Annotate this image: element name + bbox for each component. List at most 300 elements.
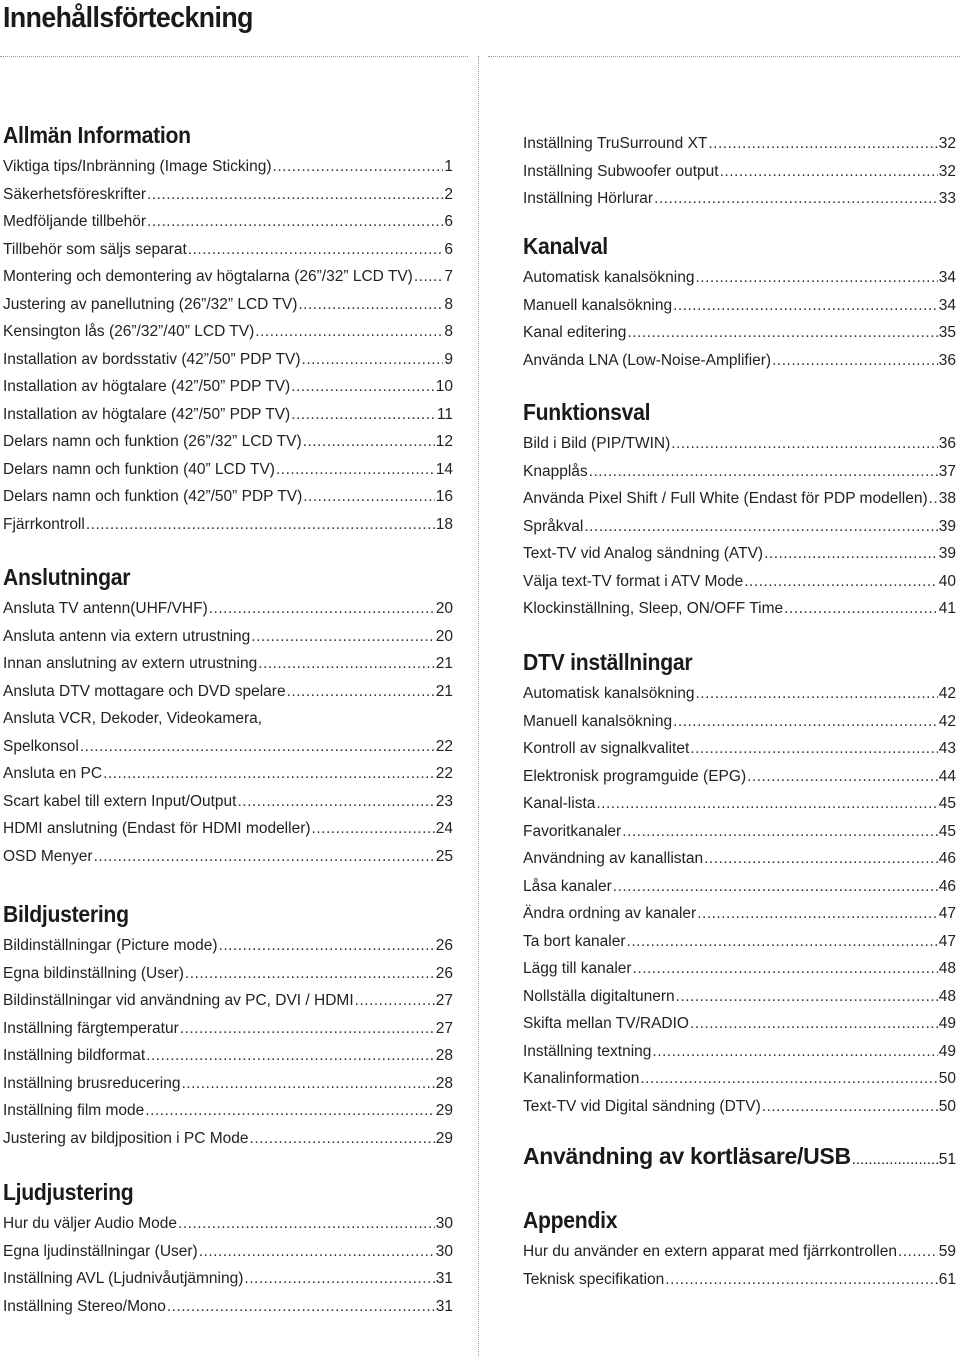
entry-label: Använda LNA (Low-Noise-Amplifier)	[523, 351, 772, 369]
entry-label: Ansluta en PC	[3, 765, 103, 782]
page-number: 28	[435, 1047, 453, 1064]
page-number: 34	[938, 296, 956, 314]
page-number: 48	[938, 987, 956, 1005]
page-number: 48	[938, 960, 956, 977]
page-number: 61	[938, 1270, 956, 1288]
section-title: Användning av kortläsare/USB	[523, 1143, 851, 1169]
page-number: 51	[938, 1151, 956, 1168]
entry-label: Bild i Bild (PIP/TWIN)	[523, 435, 671, 452]
dot-leader	[772, 347, 938, 375]
dot-leader	[180, 1015, 435, 1043]
entry-label: Kontroll av signalkvalitet	[523, 740, 690, 757]
dot-leader	[199, 1238, 435, 1266]
dot-leader	[414, 263, 444, 291]
toc-entry[interactable]	[523, 185, 956, 213]
toc-entry[interactable]	[3, 650, 453, 678]
entry-label: Inställning TruSurround XT	[523, 135, 708, 152]
page-number: 39	[938, 517, 956, 535]
toc-entry[interactable]	[3, 428, 453, 456]
entry-label: Bildinställningar (Picture mode)	[3, 937, 218, 954]
toc-entry[interactable]	[3, 181, 453, 209]
entry-label: Kanal editering	[523, 324, 627, 341]
page-number: 35	[938, 324, 956, 341]
entry-label: OSD Menyer	[3, 847, 93, 865]
page-number: 30	[435, 1242, 453, 1260]
toc-entry[interactable]	[523, 790, 956, 818]
dot-leader	[690, 735, 937, 763]
page-number: 21	[435, 682, 453, 700]
page-number: 26	[435, 937, 453, 954]
entry-label: Text-TV vid Digital sändning (DTV)	[523, 1097, 761, 1115]
toc-entry[interactable]	[3, 483, 453, 511]
page-number: 20	[435, 627, 453, 645]
dot-leader	[255, 318, 443, 346]
page-number: 29	[435, 1102, 453, 1119]
toc-entry[interactable]	[3, 263, 453, 291]
dot-leader	[589, 458, 938, 486]
dot-leader	[764, 540, 938, 568]
toc-entry[interactable]	[523, 485, 956, 513]
page-number: 28	[435, 1074, 453, 1092]
dot-leader	[690, 1010, 938, 1038]
dot-leader	[671, 430, 937, 458]
page-number: 27	[435, 1019, 453, 1037]
toc-entry[interactable]	[523, 292, 956, 320]
toc-entry[interactable]	[3, 236, 453, 264]
page-number: 50	[938, 1070, 956, 1087]
page-number: 34	[938, 269, 956, 286]
entry-label: Tillbehör som säljs separat	[3, 240, 187, 258]
entry-label: Bildinställningar vid användning av PC, DVI / HDMI	[3, 992, 354, 1009]
dot-leader	[251, 623, 434, 651]
toc-entry[interactable]	[523, 458, 956, 486]
entry-label: Nollställa digitaltunern	[523, 987, 675, 1005]
entry-label: Klockinställning, Sleep, ON/OFF Time	[523, 600, 784, 617]
section-title: Anslutningar	[3, 564, 131, 590]
entry-label: Installation av högtalare (42”/50” PDP TV)	[3, 405, 291, 423]
toc-entry[interactable]	[3, 815, 453, 843]
entry-label: Delars namn och funktion (40” LCD TV)	[3, 460, 275, 478]
toc-entry[interactable]	[3, 1293, 453, 1321]
entry-label: Delars namn och funktion (26”/32” LCD TV)	[3, 433, 302, 450]
toc-entry[interactable]	[3, 1265, 453, 1293]
section-ljudjustering	[3, 1178, 453, 1320]
entry-label: HDMI anslutning (Endast för HDMI modeller)	[3, 820, 311, 837]
toc-entry[interactable]	[3, 511, 453, 539]
dot-leader	[80, 733, 435, 761]
dot-leader	[654, 185, 938, 213]
dot-leader	[676, 983, 938, 1011]
toc-entry[interactable]	[523, 1238, 956, 1266]
toc-entry[interactable]	[3, 1125, 453, 1153]
page-number: 59	[938, 1243, 956, 1260]
toc-entry[interactable]	[523, 513, 956, 541]
page-number: 9	[444, 350, 453, 368]
toc-entry[interactable]	[523, 873, 956, 901]
entry-label: Ansluta DTV mottagare och DVD spelare	[3, 682, 286, 700]
toc-entry[interactable]	[3, 788, 453, 816]
page-number: 6	[444, 213, 453, 230]
entry-label: Spelkonsol	[3, 737, 79, 755]
entry-label: Inställning Subwoofer output	[523, 162, 719, 180]
toc-entry[interactable]	[3, 960, 453, 988]
page-number: 46	[938, 877, 956, 895]
dot-leader	[291, 373, 435, 401]
dot-leader	[640, 1065, 937, 1093]
header-divider-left	[0, 56, 468, 57]
toc-entry-list	[523, 680, 956, 1120]
entry-label: Ansluta VCR, Dekoder, Videokamera,	[3, 710, 263, 727]
toc-entry[interactable]	[523, 1010, 956, 1038]
toc-entry-list	[523, 1238, 956, 1293]
page-number: 38	[938, 490, 956, 507]
entry-label: Manuell kanalsökning	[523, 712, 673, 730]
entry-label: Favoritkanaler	[523, 822, 622, 840]
entry-label: Egna bildinställning (User)	[3, 964, 184, 982]
section-title: DTV inställningar	[523, 649, 693, 675]
page-number: 10	[435, 378, 453, 395]
entry-label: Fjärrkontroll	[3, 515, 85, 533]
toc-entry[interactable]	[523, 818, 956, 846]
dot-leader	[167, 1293, 435, 1321]
dot-leader	[178, 1210, 435, 1238]
toc-entry[interactable]	[523, 264, 956, 292]
dot-leader	[627, 928, 938, 956]
entry-label: Kensington lås (26”/32”/40” LCD TV)	[3, 323, 255, 340]
entry-label: Ansluta TV antenn(UHF/VHF)	[3, 600, 208, 617]
dot-leader	[312, 815, 435, 843]
entry-label: Medföljande tillbehör	[3, 213, 147, 230]
toc-entry[interactable]	[3, 843, 453, 871]
toc-entry[interactable]	[523, 595, 956, 623]
dot-leader	[276, 456, 435, 484]
section-allman-information	[3, 121, 453, 538]
toc-entry[interactable]	[523, 845, 956, 873]
toc-entry[interactable]	[523, 900, 956, 928]
page-number: 32	[938, 135, 956, 152]
column-divider	[478, 56, 479, 1356]
dot-leader	[86, 511, 435, 539]
section-ljud-continued	[523, 126, 956, 213]
page-number: 24	[435, 820, 453, 837]
section-title: Bildjustering	[3, 901, 129, 927]
section-title: Ljudjustering	[3, 1179, 134, 1205]
dot-leader	[258, 650, 435, 678]
page-number: 36	[938, 435, 956, 452]
dot-leader	[596, 790, 937, 818]
page-number: 26	[435, 964, 453, 982]
page-number: 30	[435, 1215, 453, 1232]
dot-leader	[188, 236, 444, 264]
entry-label: Automatisk kanalsökning	[523, 269, 695, 286]
toc-entry[interactable]	[3, 623, 453, 651]
dot-leader	[287, 678, 435, 706]
page-number: 23	[435, 792, 453, 810]
toc-entry[interactable]	[523, 680, 956, 708]
entry-label: Inställning Stereo/Mono	[3, 1297, 166, 1315]
dot-leader	[219, 932, 435, 960]
dot-leader	[708, 130, 937, 158]
page-number: 42	[938, 685, 956, 702]
toc-entry[interactable]	[3, 1097, 453, 1125]
page-number: 18	[435, 515, 453, 533]
dot-leader	[665, 1266, 937, 1294]
toc-entry[interactable]	[3, 318, 453, 346]
page-number: 45	[938, 795, 956, 812]
page-number: 49	[938, 1015, 956, 1032]
toc-entry[interactable]	[523, 1093, 956, 1121]
toc-entry[interactable]	[3, 760, 453, 788]
entry-label: Hur du använder en extern apparat med fjärrkontrollen	[523, 1243, 897, 1260]
section-title: Appendix	[523, 1207, 618, 1233]
page-number: 27	[435, 992, 453, 1009]
dot-leader	[613, 873, 938, 901]
entry-label: Använda Pixel Shift / Full White (Endast för PDP modellen)	[523, 490, 928, 507]
dot-leader	[291, 401, 436, 429]
toc-entry[interactable]	[3, 595, 453, 623]
toc-entry[interactable]	[523, 983, 956, 1011]
section-funktionsval	[523, 398, 956, 623]
toc-entry[interactable]	[3, 1070, 453, 1098]
toc-entry[interactable]	[523, 319, 956, 347]
dot-leader	[250, 1125, 435, 1153]
page-number: 29	[435, 1129, 453, 1147]
page-number: 33	[938, 190, 956, 207]
entry-label: Delars namn och funktion (42”/50” PDP TV)	[3, 488, 303, 505]
entry-label: Installation av högtalare (42”/50” PDP TV)	[3, 378, 291, 395]
entry-label: Inställning Hörlurar	[523, 190, 654, 207]
toc-entry[interactable]	[3, 932, 453, 960]
toc-entry-list	[3, 595, 453, 870]
dot-leader	[673, 708, 938, 736]
dot-leader	[147, 208, 443, 236]
page-number: 25	[435, 847, 453, 865]
toc-entry-list	[523, 130, 956, 213]
entry-label: Inställning färgtemperatur	[3, 1019, 179, 1037]
page-number: 49	[938, 1042, 956, 1060]
page-number: 36	[938, 351, 956, 369]
entry-label: Ansluta antenn via extern utrustning	[3, 627, 251, 645]
dot-leader	[584, 513, 937, 541]
page-number: 7	[444, 268, 453, 285]
dot-leader	[147, 181, 443, 209]
toc-entry[interactable]	[523, 1038, 956, 1066]
entry-label: Automatisk kanalsökning	[523, 685, 695, 702]
page-number: 45	[938, 822, 956, 840]
dot-leader	[695, 264, 937, 292]
entry-label: Scart kabel till extern Input/Output	[3, 792, 237, 810]
toc-entry[interactable]	[3, 1015, 453, 1043]
dot-leader	[704, 845, 938, 873]
toc-entry[interactable]	[3, 456, 453, 484]
page-number: 31	[435, 1270, 453, 1287]
section-anslutningar	[3, 563, 453, 870]
dot-leader	[298, 291, 443, 319]
page-number: 50	[938, 1097, 956, 1115]
dot-leader	[94, 843, 435, 871]
toc-entry[interactable]	[3, 373, 453, 401]
entry-label: Ändra ordning av kanaler	[523, 905, 697, 922]
section-title: Funktionsval	[523, 399, 651, 425]
page-number: 6	[444, 240, 453, 258]
entry-label: Låsa kanaler	[523, 877, 612, 895]
page-number: 16	[435, 488, 453, 505]
page-number: 31	[435, 1297, 453, 1315]
dot-leader	[633, 955, 938, 983]
header-divider-right	[488, 56, 960, 57]
toc-entry[interactable]	[3, 678, 453, 706]
page-number: 1	[444, 158, 453, 175]
toc-entry[interactable]	[3, 733, 453, 761]
page-number: 43	[938, 740, 956, 757]
toc-entry[interactable]	[3, 291, 453, 319]
entry-label: Justering av panellutning (26”/32” LCD TV)	[3, 295, 298, 313]
dot-leader	[697, 900, 938, 928]
entry-label: Hur du väljer Audio Mode	[3, 1215, 178, 1232]
toc-entry[interactable]	[3, 1210, 453, 1238]
toc-entry-list	[3, 153, 453, 538]
dot-leader	[929, 485, 938, 513]
entry-label: Kanalinformation	[523, 1070, 640, 1087]
dot-leader	[627, 319, 937, 347]
entry-label: Text-TV vid Analog sändning (ATV)	[523, 545, 764, 562]
toc-entry[interactable]	[523, 347, 956, 375]
entry-label: Skifta mellan TV/RADIO	[523, 1015, 689, 1032]
page-number: 8	[444, 295, 453, 313]
toc-entry[interactable]	[3, 705, 453, 733]
page-number: 14	[435, 460, 453, 478]
toc-entry[interactable]	[523, 928, 956, 956]
entry-label: Inställning bildformat	[3, 1047, 146, 1064]
toc-entry-list	[3, 1210, 453, 1320]
entry-label: Justering av bildjposition i PC Mode	[3, 1129, 249, 1147]
dot-leader	[747, 763, 938, 791]
page-number: 47	[938, 905, 956, 922]
entry-label: Välja text-TV format i ATV Mode	[523, 572, 744, 590]
page-number: 40	[938, 572, 956, 590]
page-number: 46	[938, 850, 956, 867]
entry-label: Teknisk specifikation	[523, 1270, 665, 1288]
dot-leader	[898, 1238, 938, 1266]
entry-label: Elektronisk programguide (EPG)	[523, 767, 747, 785]
page-number: 42	[938, 712, 956, 730]
entry-label: Knapplås	[523, 462, 588, 480]
dot-leader	[237, 788, 434, 816]
toc-entry[interactable]	[3, 401, 453, 429]
dot-leader	[302, 346, 444, 374]
dot-leader	[762, 1093, 938, 1121]
toc-entry[interactable]	[3, 346, 453, 374]
entry-label: Inställning brusreducering	[3, 1074, 181, 1092]
section-bildjustering	[3, 900, 453, 1152]
toc-entry[interactable]	[523, 430, 956, 458]
section-dtv-installningar	[523, 648, 956, 1120]
entry-label: Innan anslutning av extern utrustning	[3, 655, 258, 672]
toc-entry[interactable]	[3, 1042, 453, 1070]
entry-label: Viktiga tips/Inbränning (Image Sticking)	[3, 158, 272, 175]
dot-leader	[103, 760, 435, 788]
entry-label: Manuell kanalsökning	[523, 296, 673, 314]
page-number: 37	[938, 462, 956, 480]
dot-leader	[695, 680, 937, 708]
dot-leader	[146, 1042, 435, 1070]
toc-entry-list	[523, 264, 956, 374]
dot-leader	[273, 153, 444, 181]
toc-entry-kortlasare[interactable]	[523, 1143, 956, 1170]
page-title: Innehållsförteckning	[3, 2, 253, 34]
toc-entry[interactable]	[523, 763, 956, 791]
dot-leader	[720, 158, 938, 186]
toc-entry[interactable]	[3, 153, 453, 181]
page-number: 8	[444, 323, 453, 340]
section-appendix	[523, 1206, 956, 1293]
toc-entry[interactable]	[523, 158, 956, 186]
entry-label: Lägg till kanaler	[523, 960, 632, 977]
entry-label: Användning av kanallistan	[523, 850, 704, 867]
entry-label: Inställning AVL (Ljudnivåutjämning)	[3, 1270, 244, 1287]
entry-label: Ta bort kanaler	[523, 932, 626, 950]
dot-leader	[852, 1151, 938, 1168]
toc-entry[interactable]	[523, 1266, 956, 1294]
toc-entry[interactable]	[3, 987, 453, 1015]
toc-entry[interactable]	[523, 955, 956, 983]
section-kanalval	[523, 232, 956, 374]
toc-entry[interactable]	[523, 568, 956, 596]
toc-entry-list	[523, 430, 956, 623]
dot-leader	[622, 818, 938, 846]
page-number: 47	[938, 932, 956, 950]
page-number: 22	[435, 737, 453, 755]
page-number: 2	[444, 185, 453, 203]
page-number: 39	[938, 545, 956, 562]
page-number: 21	[435, 655, 453, 672]
section-title: Kanalval	[523, 233, 608, 259]
entry-label: Inställning textning	[523, 1042, 652, 1060]
page-number: 12	[435, 433, 453, 450]
dot-leader	[185, 960, 435, 988]
toc-entry-list	[3, 932, 453, 1152]
page-number: 32	[938, 162, 956, 180]
page-number: 11	[436, 405, 453, 423]
toc-entry[interactable]	[523, 130, 956, 158]
toc-entry[interactable]	[523, 708, 956, 736]
dot-leader	[744, 568, 938, 596]
toc-entry[interactable]	[523, 735, 956, 763]
entry-label: Montering och demontering av högtalarna (26”/32” LCD TV)	[3, 268, 413, 285]
page-number: 44	[938, 767, 956, 785]
toc-entry[interactable]	[523, 540, 956, 568]
page-number: 41	[938, 600, 956, 617]
dot-leader	[303, 483, 435, 511]
entry-label: Egna ljudinställningar (User)	[3, 1242, 198, 1260]
entry-label: Installation av bordsstativ (42”/50” PDP TV)	[3, 350, 301, 368]
toc-entry[interactable]	[3, 1238, 453, 1266]
entry-label: Säkerhetsföreskrifter	[3, 185, 146, 203]
dot-leader	[355, 987, 435, 1015]
entry-label: Kanal-lista	[523, 795, 596, 812]
toc-entry[interactable]	[523, 1065, 956, 1093]
toc-entry[interactable]	[3, 208, 453, 236]
dot-leader	[303, 428, 435, 456]
dot-leader	[652, 1038, 937, 1066]
dot-leader	[145, 1097, 434, 1125]
dot-leader	[209, 595, 435, 623]
section-title: Allmän Information	[3, 122, 191, 148]
dot-leader	[784, 595, 938, 623]
entry-label: Språkval	[523, 517, 584, 535]
dot-leader	[182, 1070, 435, 1098]
entry-label: Inställning film mode	[3, 1102, 145, 1119]
